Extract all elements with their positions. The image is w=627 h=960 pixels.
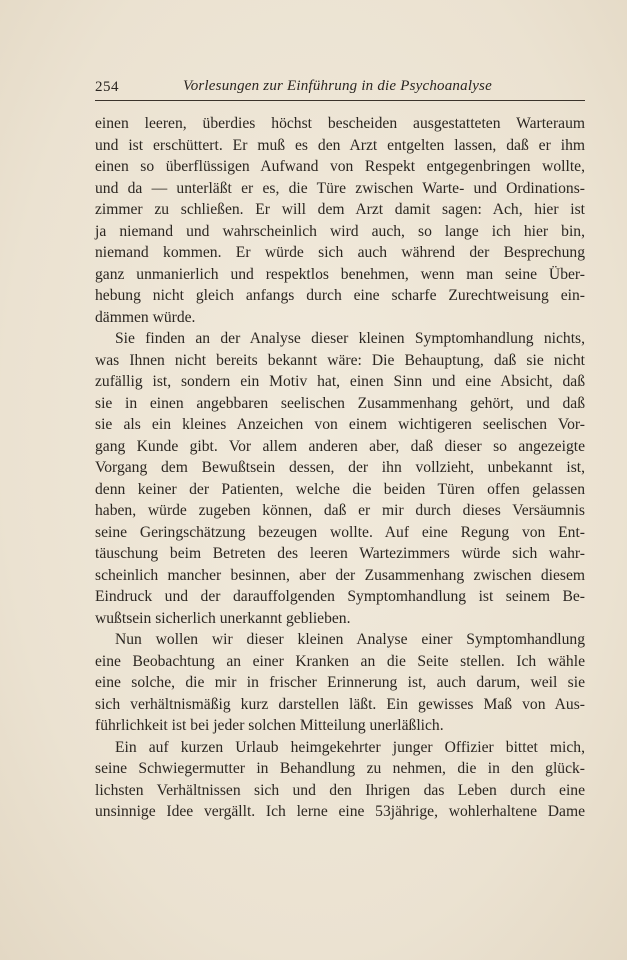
text-line: eine solche, die mir in frischer Erinnerung ist, auch darum, weil sie xyxy=(95,674,585,691)
text-line: sich verhältnismäßig kurz darstellen läßt. Ein gewisses Maß von Aus- xyxy=(95,695,585,713)
text-line: ganz unmanierlich und respektlos benehmen, wenn man seine Über- xyxy=(95,265,585,283)
text-line: dämmen würde. xyxy=(95,308,196,326)
page-number: 254 xyxy=(95,79,119,95)
text-line: zufällig ist, sondern ein Motiv hat, einen Sinn und eine Absicht, daß xyxy=(95,373,585,390)
page-header xyxy=(95,78,585,100)
text-line: Sie finden an der Analyse dieser kleinen Symptomhandlung nichts, xyxy=(115,330,585,347)
text-line: seine Schwiegermutter in Behandlung zu nehmen, die in den glück- xyxy=(95,760,585,777)
text-line: täuschung beim Betreten des leeren Wartezimmers würde sich wahr- xyxy=(95,545,585,562)
text-line: und da — unterläßt er es, die Türe zwischen Warte- und Ordinations- xyxy=(95,179,585,197)
text-line: denn keiner der Patienten, welche die beiden Türen offen gelassen xyxy=(95,480,585,498)
text-line: Ein auf kurzen Urlaub heimgekehrter junger Offizier bittet mich, xyxy=(115,738,585,756)
text-line: Eindruck und der darauffolgenden Symptomhandlung ist seinem Be- xyxy=(95,588,585,605)
text-line: gang Kunde gibt. Vor allem anderen aber, daß dieser so angezeigte xyxy=(95,437,585,455)
text-line: was Ihnen nicht bereits bekannt wäre: Die Behauptung, daß sie nicht xyxy=(95,351,585,369)
text-line: haben, würde zugeben können, daß er mir durch dieses Versäumnis xyxy=(95,502,585,519)
text-line: eine Beobachtung an einer Kranken an die Seite stellen. Ich wähle xyxy=(95,652,585,670)
body-text xyxy=(95,113,585,823)
text-line: seine Geringschätzung bezeugen wollte. Auf eine Regung von Ent- xyxy=(95,523,585,541)
text-line: lichsten Verhältnissen sich und den Ihrigen das Leben durch eine xyxy=(95,781,585,799)
text-line: wußtsein sicherlich unerkannt geblieben. xyxy=(95,609,351,627)
running-title: Vorlesungen zur Einführung in die Psychoanalyse xyxy=(183,78,492,94)
text-line: hebung nicht gleich anfangs durch eine scharfe Zurechtweisung ein- xyxy=(95,287,585,304)
text-line: zimmer zu schließen. Er will dem Arzt damit sagen: Ach, hier ist xyxy=(95,201,585,218)
text-line: einen so überflüssigen Aufwand von Respekt entgegenbringen wollte, xyxy=(95,158,585,175)
text-line: niemand kommen. Er würde sich auch während der Besprechung xyxy=(95,244,585,261)
text-line: scheinlich mancher besinnen, aber der Zusammenhang zwischen diesem xyxy=(95,566,585,584)
text-line: und ist erschüttert. Er muß es den Arzt entgelten lassen, daß er ihm xyxy=(95,136,585,154)
text-line: sie als ein kleines Anzeichen von einem wichtigeren seelischen Vor- xyxy=(95,416,585,433)
text-line: ja niemand und wahrscheinlich wird auch, so lange ich hier bin, xyxy=(95,222,585,240)
text-line: Vorgang dem Bewußtsein dessen, der ihn vollzieht, unbekannt ist, xyxy=(95,459,585,476)
header-rule xyxy=(95,100,585,101)
text-line: führlichkeit ist bei jeder solchen Mitteilung unerläßlich. xyxy=(95,717,444,734)
text-line: einen leeren, überdies höchst bescheiden ausgestatteten Warteraum xyxy=(95,115,585,132)
text-line: Nun wollen wir dieser kleinen Analyse einer Symptomhandlung xyxy=(115,631,585,648)
text-line: unsinnige Idee vergällt. Ich lerne eine 53jährige, wohlerhaltene Dame xyxy=(95,803,585,820)
text-line: sie in einen angebbaren seelischen Zusammenhang gehört, und daß xyxy=(95,394,585,412)
